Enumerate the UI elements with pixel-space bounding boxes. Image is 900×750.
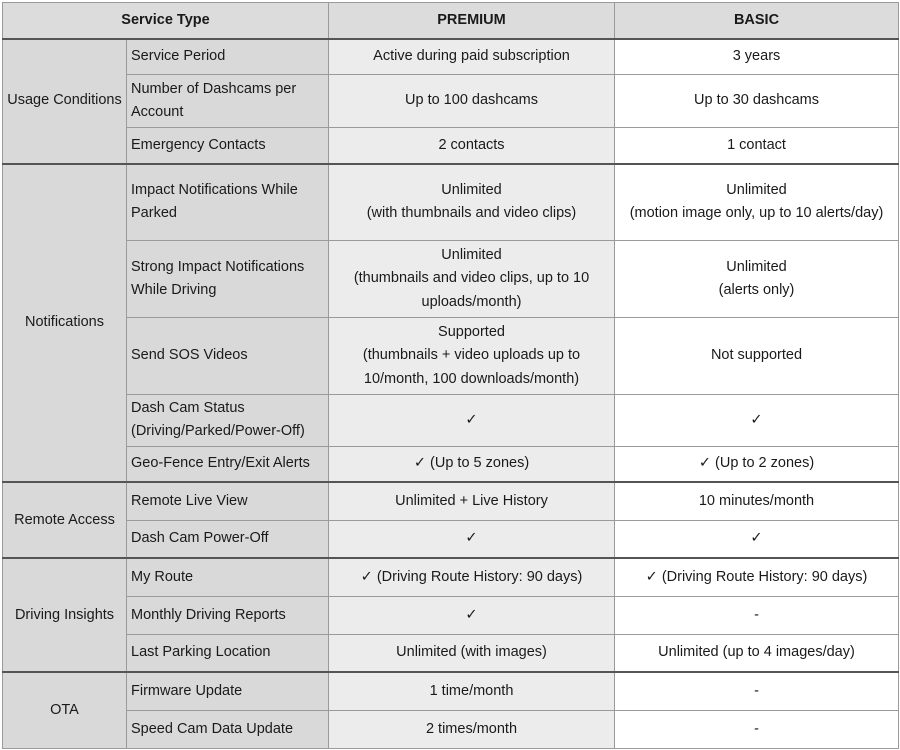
feature-cell: Firmware Update bbox=[127, 672, 329, 710]
feature-cell: My Route bbox=[127, 558, 329, 596]
table-row bbox=[3, 482, 899, 520]
basic-value-cell bbox=[615, 482, 899, 520]
table-row bbox=[3, 75, 899, 128]
basic-value-cell bbox=[615, 241, 899, 318]
premium-value-cell bbox=[329, 596, 615, 634]
premium-value-cell bbox=[329, 520, 615, 558]
premium-value-text: Supported (thumbnails + video uploads up to 10/month, 100 downloads/month) bbox=[362, 323, 581, 387]
premium-value-cell bbox=[329, 128, 615, 164]
basic-value-cell bbox=[615, 128, 899, 164]
table-row bbox=[3, 39, 899, 75]
feature-cell: Service Period bbox=[127, 39, 329, 75]
table-row bbox=[3, 596, 899, 634]
feature-cell: Geo-Fence Entry/Exit Alerts bbox=[127, 446, 329, 482]
service-comparison-table bbox=[2, 2, 899, 749]
basic-value-cell bbox=[615, 39, 899, 75]
basic-value-cell bbox=[615, 672, 899, 710]
basic-value-text: ✓ (Up to 2 zones) bbox=[698, 455, 815, 472]
table-row bbox=[3, 241, 899, 318]
premium-value-cell bbox=[329, 318, 615, 395]
basic-value-text: - bbox=[754, 720, 759, 737]
category-cell: Notifications bbox=[3, 164, 127, 483]
header-row bbox=[3, 3, 899, 39]
premium-value-text: 2 contacts bbox=[438, 136, 505, 153]
basic-value-text: ✓ bbox=[750, 411, 763, 428]
feature-cell: Impact Notifications While Parked bbox=[127, 164, 329, 241]
basic-value-text: ✓ (Driving Route History: 90 days) bbox=[645, 568, 868, 585]
feature-cell: Strong Impact Notifications While Driving bbox=[127, 241, 329, 318]
premium-value-cell bbox=[329, 241, 615, 318]
premium-value-cell bbox=[329, 710, 615, 748]
basic-value-text: ✓ bbox=[750, 530, 763, 547]
category-cell: Usage Conditions bbox=[3, 39, 127, 164]
premium-value-cell bbox=[329, 446, 615, 482]
premium-value-text: ✓ (Up to 5 zones) bbox=[413, 455, 530, 472]
basic-value-cell bbox=[615, 164, 899, 241]
basic-value-text: Unlimited (up to 4 images/day) bbox=[658, 644, 855, 661]
premium-value-text: Active during paid subscription bbox=[373, 48, 570, 64]
basic-value-cell bbox=[615, 558, 899, 596]
table-row bbox=[3, 318, 899, 395]
premium-value-cell bbox=[329, 558, 615, 596]
feature-cell: Monthly Driving Reports bbox=[127, 596, 329, 634]
premium-value-cell bbox=[329, 672, 615, 710]
feature-cell: Speed Cam Data Update bbox=[127, 710, 329, 748]
category-cell: Driving Insights bbox=[3, 558, 127, 672]
feature-cell: Emergency Contacts bbox=[127, 128, 329, 164]
basic-value-cell bbox=[615, 75, 899, 128]
basic-value-text: 1 contact bbox=[727, 136, 786, 153]
premium-value-cell bbox=[329, 482, 615, 520]
basic-value-cell bbox=[615, 395, 899, 447]
basic-value-cell bbox=[615, 596, 899, 634]
basic-value-cell bbox=[615, 520, 899, 558]
basic-value-cell bbox=[615, 318, 899, 395]
premium-value-cell bbox=[329, 634, 615, 672]
premium-value-cell bbox=[329, 164, 615, 241]
table-row bbox=[3, 164, 899, 241]
category-cell: Remote Access bbox=[3, 482, 127, 558]
header-premium: PREMIUM bbox=[329, 3, 615, 39]
basic-value-text: Not supported bbox=[710, 347, 803, 364]
feature-cell: Dash Cam Power-Off bbox=[127, 520, 329, 558]
basic-value-cell bbox=[615, 634, 899, 672]
header-service-type: Service Type bbox=[3, 3, 329, 39]
table-body bbox=[3, 39, 899, 749]
table-row bbox=[3, 395, 899, 447]
premium-value-text: 1 time/month bbox=[429, 682, 514, 699]
feature-cell: Remote Live View bbox=[127, 482, 329, 520]
basic-value-text: 10 minutes/month bbox=[698, 492, 815, 509]
table-row bbox=[3, 672, 899, 710]
premium-value-cell bbox=[329, 75, 615, 128]
premium-value-text: Unlimited (with images) bbox=[396, 644, 547, 661]
premium-value-text: Unlimited (with thumbnails and video clips) bbox=[366, 181, 577, 222]
basic-value-text: Unlimited (alerts only) bbox=[718, 258, 795, 298]
feature-cell: Number of Dashcams per Account bbox=[127, 75, 329, 128]
premium-value-cell bbox=[329, 39, 615, 75]
basic-value-text: - bbox=[754, 682, 759, 699]
premium-value-text: 2 times/month bbox=[425, 720, 518, 737]
feature-cell: Send SOS Videos bbox=[127, 318, 329, 395]
basic-value-text: Up to 30 dashcams bbox=[694, 92, 819, 109]
table-row bbox=[3, 710, 899, 748]
table-row bbox=[3, 520, 899, 558]
premium-value-text: Unlimited (thumbnails and video clips, up to 10 uploads/month) bbox=[353, 246, 590, 310]
header-basic: BASIC bbox=[615, 3, 899, 39]
premium-value-text: Up to 100 dashcams bbox=[405, 92, 538, 109]
basic-value-cell bbox=[615, 446, 899, 482]
basic-value-cell bbox=[615, 710, 899, 748]
category-cell: OTA bbox=[3, 672, 127, 748]
feature-cell: Dash Cam Status (Driving/Parked/Power-Off) bbox=[127, 395, 329, 447]
table-row bbox=[3, 634, 899, 672]
table-row bbox=[3, 446, 899, 482]
table-row bbox=[3, 558, 899, 596]
premium-value-text: ✓ bbox=[465, 606, 478, 623]
premium-value-cell bbox=[329, 395, 615, 447]
basic-value-text: - bbox=[754, 606, 759, 623]
premium-value-text: Unlimited + Live History bbox=[395, 492, 548, 509]
premium-value-text: ✓ bbox=[465, 411, 478, 428]
basic-value-text: 3 years bbox=[732, 48, 781, 64]
premium-value-text: ✓ (Driving Route History: 90 days) bbox=[360, 568, 583, 585]
basic-value-text: Unlimited (motion image only, up to 10 alerts/day) bbox=[629, 181, 884, 222]
feature-cell: Last Parking Location bbox=[127, 634, 329, 672]
table-row bbox=[3, 128, 899, 164]
premium-value-text: ✓ bbox=[465, 530, 478, 547]
